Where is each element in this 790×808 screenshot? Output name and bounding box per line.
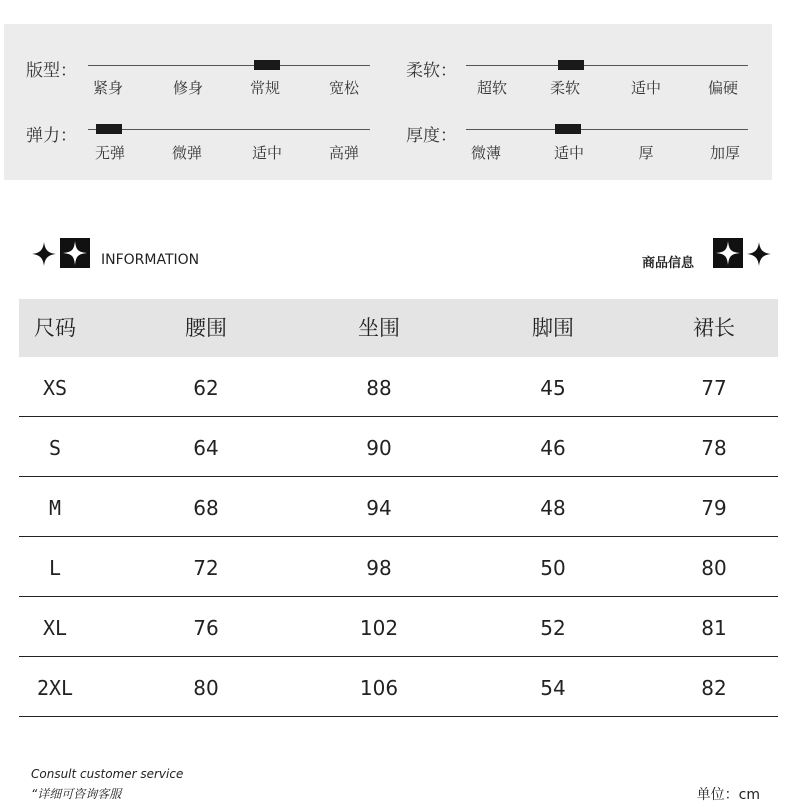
- attr-fit-scale: [88, 65, 370, 66]
- cell-skirt-length: 80: [701, 556, 727, 580]
- cell-waist: 76: [193, 616, 219, 640]
- attr-elasticity-option: 微弹: [171, 144, 203, 162]
- cell-size: S: [48, 436, 62, 460]
- attr-thickness-scale: [466, 129, 748, 130]
- cell-hem: 45: [540, 376, 566, 400]
- attr-thickness-option: 微薄: [470, 144, 502, 162]
- size-table: [19, 299, 778, 717]
- attr-fit-option: 宽松: [328, 79, 360, 97]
- cell-waist: 68: [193, 496, 219, 520]
- attr-fit-marker: [254, 60, 280, 70]
- cell-waist: 72: [193, 556, 219, 580]
- attr-thickness-label: 厚度：: [406, 126, 457, 146]
- cell-hem: 52: [540, 616, 566, 640]
- header-waist: 腰围: [185, 316, 227, 340]
- cell-hip: 88: [366, 376, 392, 400]
- info-heading-en: INFORMATION: [101, 252, 200, 268]
- attr-softness-option: 超软: [476, 79, 508, 97]
- attr-softness-option: 柔软: [549, 79, 581, 97]
- table-row: [19, 417, 778, 477]
- header-hip: 坐围: [358, 316, 400, 340]
- info-heading-zh: 商品信息: [642, 256, 695, 271]
- unit-label: 单位：cm: [696, 787, 760, 803]
- sparkle-icon: [747, 242, 771, 266]
- cell-waist: 62: [193, 376, 219, 400]
- fabric-attributes-panel: [4, 24, 772, 180]
- attr-softness-marker: [558, 60, 584, 70]
- cell-hip: 98: [366, 556, 392, 580]
- sparkle-box-icon: [60, 238, 90, 268]
- cell-hip: 106: [359, 676, 399, 700]
- attr-thickness-option: 加厚: [709, 144, 741, 162]
- sparkle-box-icon: [713, 238, 743, 268]
- table-row: [19, 357, 778, 417]
- cell-hem: 50: [540, 556, 566, 580]
- table-row: [19, 657, 778, 717]
- cell-size: 2XL: [36, 676, 74, 700]
- table-row: [19, 537, 778, 597]
- cell-hip: 90: [366, 436, 392, 460]
- cell-hem: 54: [540, 676, 566, 700]
- header-hem: 脚围: [532, 316, 574, 340]
- attr-elasticity-label: 弹力：: [26, 126, 77, 146]
- cell-size: XS: [42, 376, 68, 400]
- cell-size: L: [48, 556, 62, 580]
- attr-softness-label: 柔软：: [406, 61, 457, 81]
- attr-softness-option: 适中: [630, 79, 662, 97]
- attr-fit-option: 修身: [172, 79, 204, 97]
- header-size: 尺码: [34, 316, 76, 340]
- cell-size: XL: [42, 616, 68, 640]
- consult-service-en: Consult customer service: [31, 767, 184, 781]
- attr-elasticity-marker: [96, 124, 122, 134]
- attr-fit-option: 紧身: [92, 79, 124, 97]
- cell-hem: 46: [540, 436, 566, 460]
- table-header-row: [19, 299, 778, 357]
- attr-softness-scale: [466, 65, 748, 66]
- consult-service-zh: “详细可咨询客服: [31, 787, 122, 801]
- cell-skirt-length: 79: [701, 496, 727, 520]
- attr-thickness-marker: [555, 124, 581, 134]
- cell-hem: 48: [540, 496, 566, 520]
- cell-skirt-length: 82: [701, 676, 727, 700]
- cell-hip: 94: [366, 496, 392, 520]
- attr-softness-option: 偏硬: [707, 79, 739, 97]
- attr-fit-label: 版型：: [26, 61, 77, 81]
- cell-skirt-length: 78: [701, 436, 727, 460]
- table-row: [19, 477, 778, 537]
- header-skirt-length: 裙长: [693, 316, 735, 340]
- attr-thickness-option: 适中: [553, 144, 585, 162]
- attr-elasticity-option: 适中: [251, 144, 283, 162]
- attr-elasticity-option: 无弹: [94, 144, 126, 162]
- cell-hip: 102: [359, 616, 399, 640]
- sparkle-icon: [32, 242, 56, 266]
- attr-elasticity-option: 高弹: [328, 144, 360, 162]
- cell-skirt-length: 77: [701, 376, 727, 400]
- attr-thickness-option: 厚: [638, 144, 654, 162]
- cell-waist: 80: [193, 676, 219, 700]
- cell-skirt-length: 81: [701, 616, 727, 640]
- cell-waist: 64: [193, 436, 219, 460]
- cell-size: M: [48, 496, 62, 520]
- table-row: [19, 597, 778, 657]
- attr-fit-option: 常规: [249, 79, 281, 97]
- attr-elasticity-scale: [88, 129, 370, 130]
